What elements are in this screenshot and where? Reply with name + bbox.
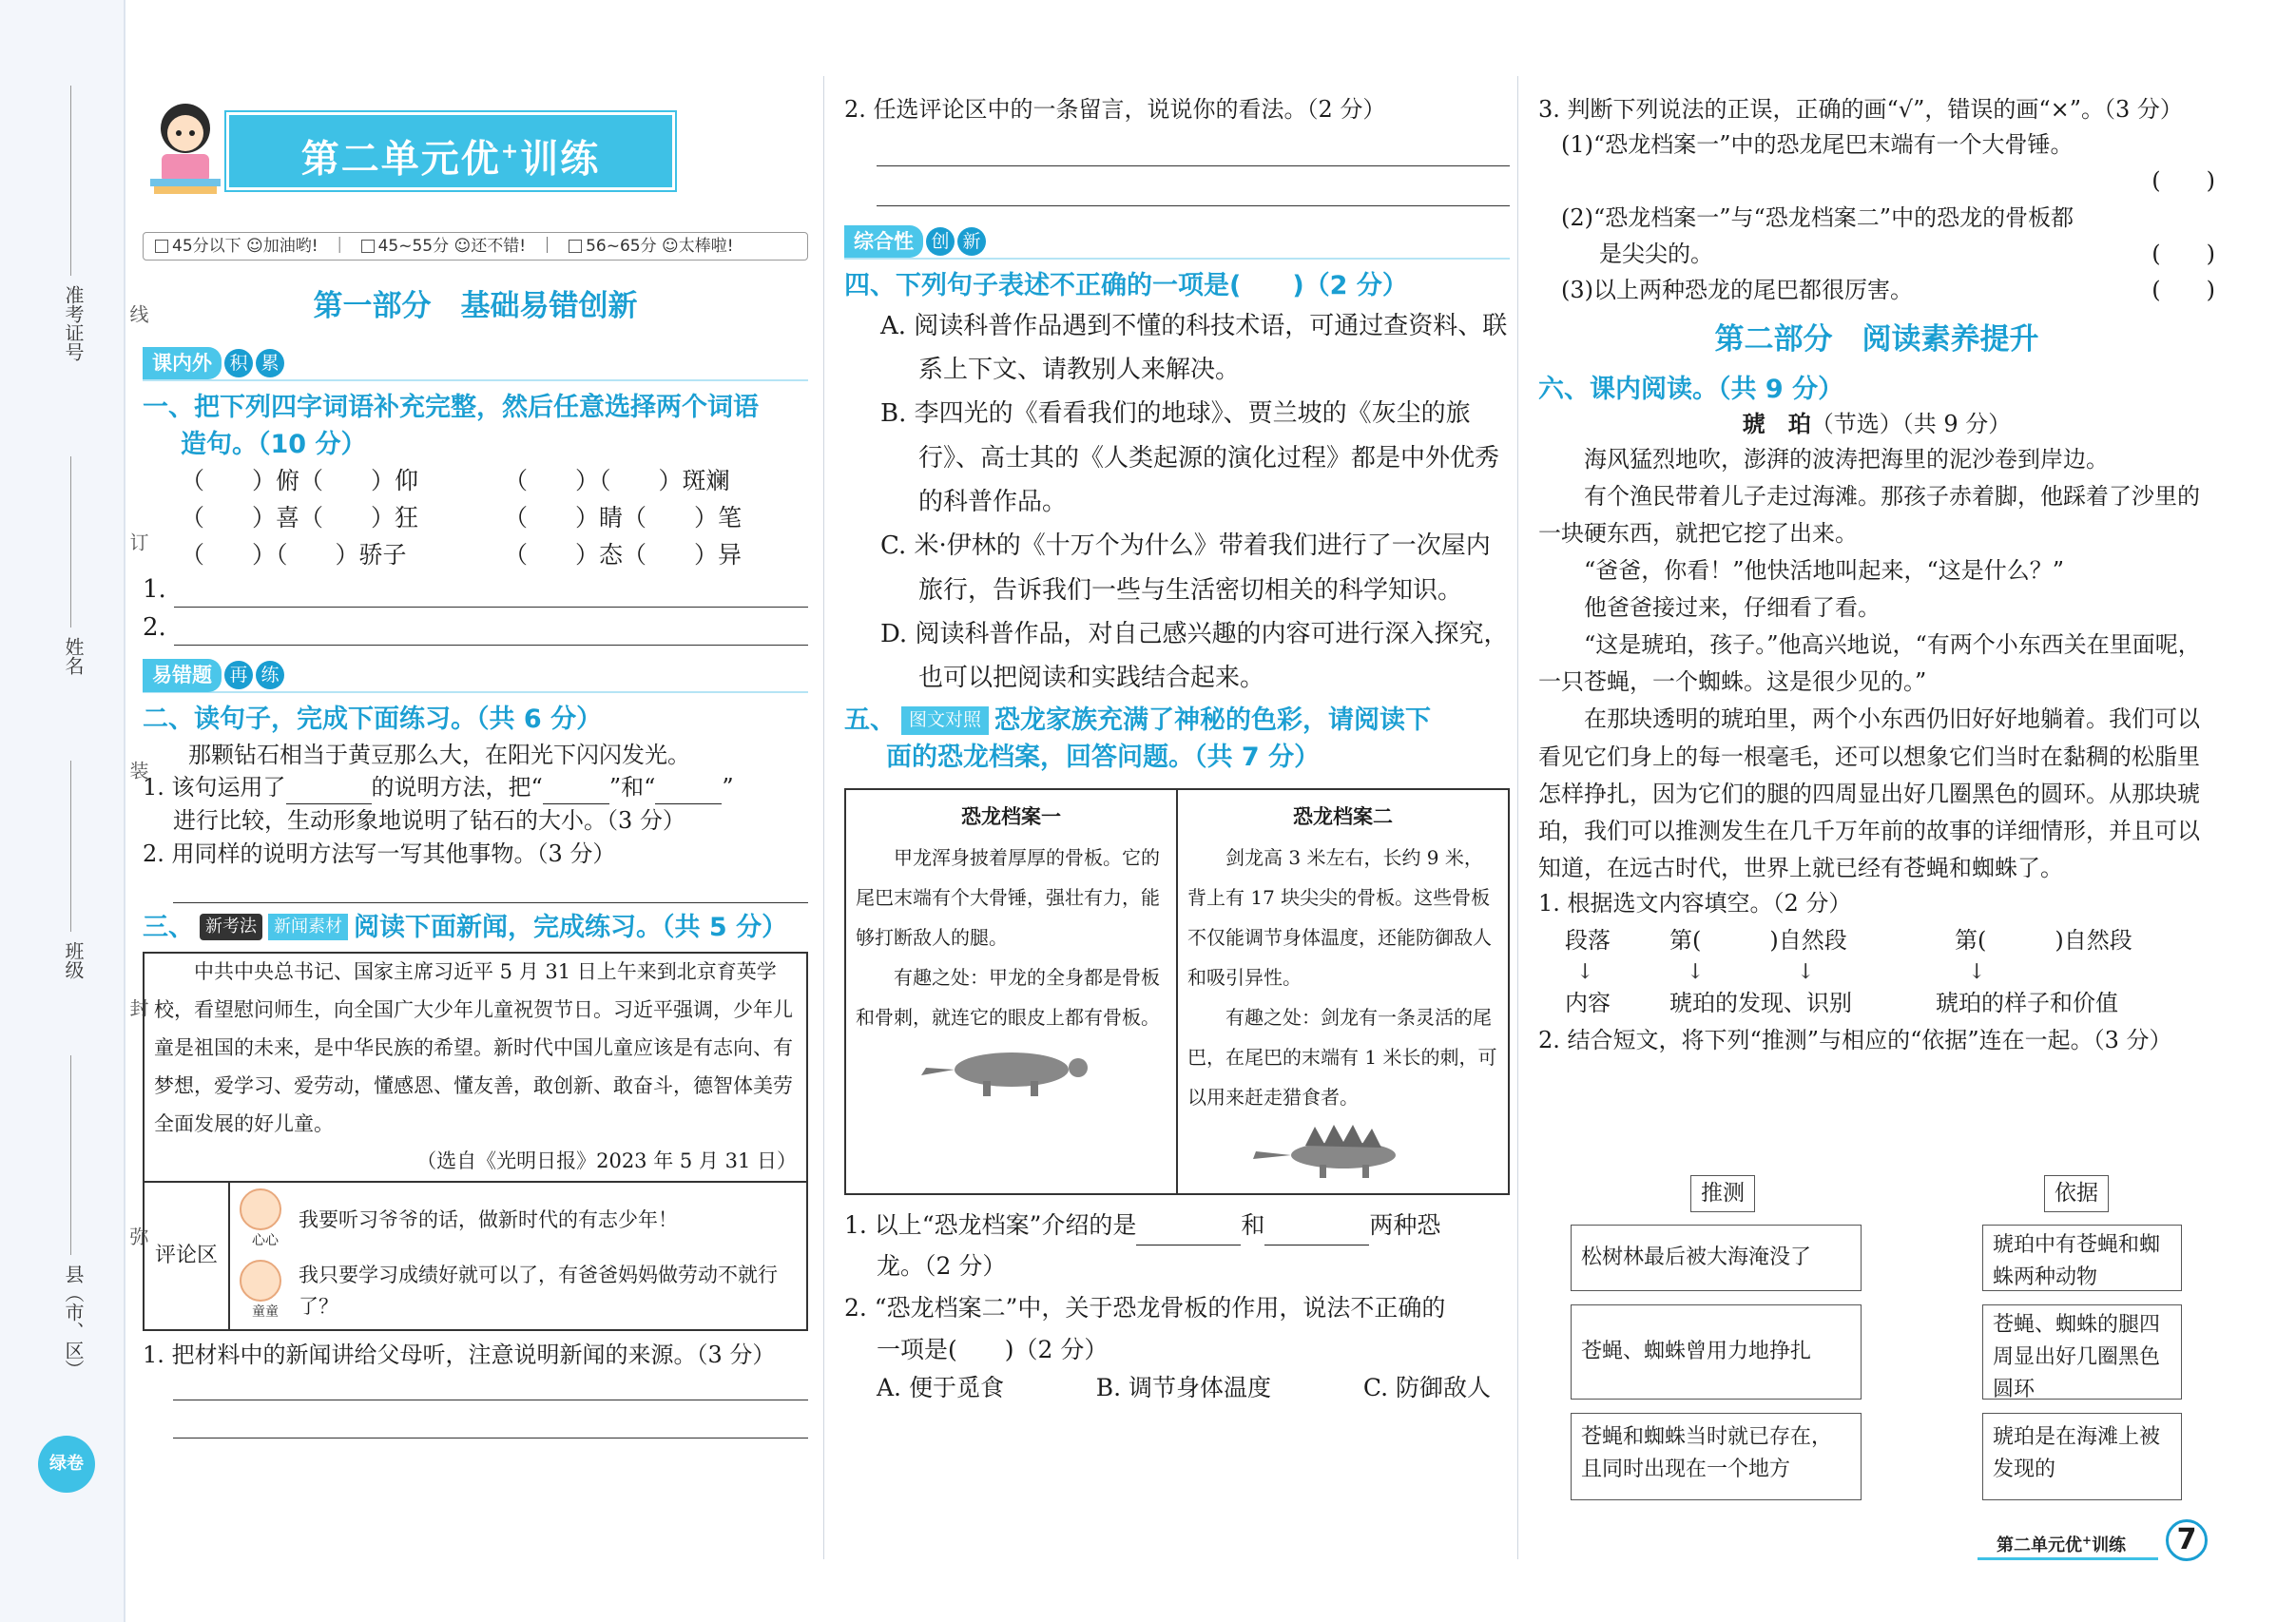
judge-paren[interactable]: ( ) xyxy=(2151,277,2215,304)
infer-box-2[interactable]: 苍蝇、蜘蛛曾用力地挣扎 xyxy=(1571,1304,1862,1400)
dino-file-2: 恐龙档案二 剑龙高 3 米左右，长约 9 米，背上有 17 块尖尖的骨板。这些骨板不仅能调节身体温度，还能防御敌人和吸引异性。 有趣之处：剑龙有一条灵活的尾巴，在尾巴的末端有 1 米长的刺，可以用来赶走猎食者。 xyxy=(1176,790,1508,1193)
judge-items: (1)“恐龙档案一”中的恐龙尾巴末端有一个大骨锤。 ( ) (2)“恐龙档案一”与“恐龙档案二”中的恐龙的骨板都 是尖尖的。 ( ) (3)以上两种恐龙的尾巴都很厉害。 ( ) xyxy=(1538,126,2215,309)
girl-reading-mascot-icon xyxy=(143,95,228,200)
class-line xyxy=(70,761,71,932)
label-class: 班级 xyxy=(62,941,85,979)
column-divider-2 xyxy=(1517,76,1518,1559)
q2-sub1-cont: 进行比较，生动形象地说明了钻石的大小。（3 分） xyxy=(173,807,685,835)
infer-header: 推测 xyxy=(1690,1175,1755,1212)
unit-title: 第二单元优+训练 xyxy=(226,112,675,190)
content-row: 内容 琥珀的发现、识别 琥珀的样子和价值 xyxy=(1565,990,2118,1017)
score-option-1[interactable]: 45分以下 ☺加油哟! xyxy=(155,235,318,259)
binding-margin xyxy=(0,0,125,1622)
evidence-box-1[interactable]: 琥珀中有苍蝇和蜘蛛两种动物 xyxy=(1982,1225,2182,1291)
judge-paren[interactable]: ( ) xyxy=(2151,240,2215,267)
q4-option-a[interactable]: A. 阅读科普作品遇到不懂的科技术语，可通过查资料、联系上下文、请教别人来解决。 xyxy=(880,311,1508,385)
tick-xian: 线 xyxy=(126,304,149,323)
dino-file-1: 恐龙档案一 甲龙浑身披着厚厚的骨板。它的尾巴末端有个大骨锤，强壮有力，能够打断敌人的腿。 有趣之处：甲龙的全身都是骨板和骨刺，就连它的眼皮上都有骨板。 xyxy=(846,790,1176,1193)
blank-paragraph-2[interactable]: 第( )自然段 xyxy=(1955,926,2132,954)
boy-avatar-icon xyxy=(240,1260,281,1302)
comment-1: 心心 我要听习爷爷的话，做新时代的有志少年！ xyxy=(240,1188,797,1251)
arrow-row: ↓ ↓ ↓ ↓ xyxy=(1576,959,1986,984)
checkbox-icon xyxy=(155,240,168,253)
q6-sub1: 1. 根据选文内容填空。（2 分） xyxy=(1538,889,1852,917)
score-option-3[interactable]: 56~65分 ☺太棒啦! xyxy=(569,235,733,259)
tick-mi: 弥 xyxy=(126,1226,149,1245)
dinosaur-files-table xyxy=(844,788,1510,1195)
answer-line[interactable] xyxy=(173,1372,808,1400)
q1-word-grid: （ ）俯（ ）仰 （ ）（ ）斑斓 （ ）喜（ ）狂 （ ）睛（ ）笔 （ ）（ ）骄子 （ ）态（ ）异 xyxy=(181,467,743,569)
q1-heading: 一、把下列四字词语补充完整，然后任意选择两个词语 造句。（10 分） xyxy=(143,392,759,460)
blank-paragraph-1[interactable]: 第( )自然段 xyxy=(1669,926,1847,954)
answer-line[interactable] xyxy=(877,126,1510,166)
stegosaurus-icon xyxy=(1248,1121,1438,1178)
brand-logo: 绿卷 xyxy=(38,1436,95,1493)
part2-title: 第二部分 阅读素养提升 xyxy=(1714,321,2039,357)
q5-sub1: 1. 以上“恐龙档案”介绍的是 和 两种恐 龙。（2 分） xyxy=(844,1210,1441,1281)
county-line xyxy=(70,1055,71,1255)
evidence-header: 依据 xyxy=(2044,1175,2109,1212)
q1-sentence-2[interactable]: 2. xyxy=(143,608,808,646)
q4-option-b[interactable]: B. 李四光的《看看我们的地球》、贾兰坡的《灰尘的旅行》、高士其的《人类起源的演化过程》都是中外优秀的科普作品。 xyxy=(880,399,1500,516)
q5-sub3-heading: 3. 判断下列说法的正误，正确的画“√”，错误的画“×”。（3 分） xyxy=(1538,96,2183,123)
q4-options xyxy=(844,304,1510,700)
footer-underline xyxy=(1978,1557,2158,1560)
column-divider-1 xyxy=(823,76,824,1559)
banner-accumulate: 课内外 积 累 xyxy=(143,347,808,381)
evidence-box-2[interactable]: 苍蝇、蜘蛛的腿四周显出好几圈黑色圆环 xyxy=(1982,1304,2182,1400)
footer-unit-label: 第二单元优+训练 xyxy=(1997,1534,2127,1555)
q5-heading: 五、 图文对照 恐龙家族充满了神秘的色彩，请阅读下 xyxy=(844,705,1432,736)
banner-error-practice: 易错题 再 练 xyxy=(143,659,808,693)
q3-heading: 三、 新考法 新闻素材 阅读下面新闻，完成练习。（共 5 分） xyxy=(143,912,788,942)
column-1 xyxy=(143,285,808,1439)
judge-item-2: (2)“恐龙档案一”与“恐龙档案二”中的恐龙的骨板都 xyxy=(1561,203,2074,231)
q5-heading-cont: 面的恐龙档案，回答问题。（共 7 分） xyxy=(886,743,1321,773)
part1-title: 第一部分 基础易错创新 xyxy=(313,289,638,323)
tick-feng: 封 xyxy=(126,998,149,1017)
tick-zhuang: 装 xyxy=(126,761,149,780)
q2-heading: 二、读句子，完成下面练习。（共 6 分） xyxy=(143,705,603,735)
name-line xyxy=(70,456,71,628)
score-rating-bar: 45分以下 ☺加油哟! ｜ 45~55分 ☺还不错! ｜ 56~65分 ☺太棒啦! xyxy=(143,232,808,261)
option-c[interactable]: C. 防御敌人 xyxy=(1362,1373,1491,1401)
reading-passage: 海风猛烈地吹，澎湃的波涛把海里的泥沙卷到岸边。 有个渔民带着儿子走过海滩。那孩子赤着脚，他踩着了沙里的一块硬东西，就把它挖了出来。 “爸爸，你看！”他快活地叫起来，“这是什么？” 他爸爸接过来，仔细看了看。 “这是琥珀，孩子。”他高兴地说，“有两个小东西关在里面呢，一只苍蝇，一个蜘蛛。这是很少见的。” 在那块透明的琥珀里，两个小东西仍旧好好地躺着。我们可以看见它们身上的每一根毫毛，还可以想象它们当时在黏稠的松脂里怎样挣扎，因为它们的腿的四周显出好几圈黑色的圆环。从那块琥珀，我们可以推测发生在几千万年前的故事的详细情形，并且可以知道，在远古时代，世界上就已经有苍蝇和蜘蛛了。 xyxy=(1538,445,2201,881)
judge-item-1: (1)“恐龙档案一”中的恐龙尾巴末端有一个大骨锤。 xyxy=(1561,130,2074,158)
exam-number-line xyxy=(70,86,71,276)
option-b[interactable]: B. 调节身体温度 xyxy=(1095,1373,1272,1401)
q4-heading: 四、下列句子表述不正确的一项是( )（2 分） xyxy=(844,270,1408,300)
q4-option-d[interactable]: D. 阅读科普作品，对自己感兴趣的内容可进行深入探究，也可以把阅读和实践结合起来。 xyxy=(880,619,1509,693)
q4-option-c[interactable]: C. 米·伊林的《十万个为什么》带着我们进行了一次屋内旅行，告诉我们一些与生活密切相关的科学知识。 xyxy=(880,531,1491,605)
answer-line[interactable] xyxy=(173,871,808,903)
news-box xyxy=(143,952,808,1331)
comment-2: 童童 我只要学习成绩好就可以了，有爸爸妈妈做劳动不就行了？ xyxy=(240,1260,797,1323)
label-county: 县（市、区） xyxy=(62,1265,85,1379)
q1-sentence-1[interactable]: 1. xyxy=(143,573,808,608)
judge-paren[interactable]: ( ) xyxy=(2151,167,2215,195)
reading-title: 琥 珀（节选）（共 9 分） xyxy=(1742,409,2012,437)
q2-sub2: 2. 用同样的说明方法写一写其他事物。（3 分） xyxy=(143,840,616,867)
score-option-2[interactable]: 45~55分 ☺还不错! xyxy=(361,235,526,259)
label-exam-number: 准考证号 xyxy=(62,285,85,361)
q6-heading: 六、课内阅读。（共 9 分） xyxy=(1538,374,1844,404)
comment-area: 评论区 心心 我要听习爷爷的话，做新时代的有志少年！ 童童 我只要学习成绩好就可以了，有爸爸妈妈做劳动不就行了？ xyxy=(145,1181,806,1329)
judge-item-3: (3)以上两种恐龙的尾巴都很厉害。 xyxy=(1561,277,1913,304)
infer-box-3[interactable]: 苍蝇和蜘蛛当时就已存在，且同时出现在一个地方 xyxy=(1571,1413,1862,1500)
label-name: 姓名 xyxy=(62,637,85,675)
q3-sub2: 2. 任选评论区中的一条留言，说说你的看法。（2 分） xyxy=(844,96,1386,123)
infer-box-1[interactable]: 松树林最后被大海淹没了 xyxy=(1571,1225,1862,1291)
page-number: 7 xyxy=(2166,1519,2208,1561)
evidence-box-3[interactable]: 琥珀是在海滩上被发现的 xyxy=(1982,1413,2182,1500)
news-source: （选自《光明日报》2023 年 5 月 31 日） xyxy=(416,1149,797,1173)
checkbox-icon xyxy=(361,240,375,253)
q3-sub1: 1. 把材料中的新闻讲给父母听，注意说明新闻的来源。（3 分） xyxy=(143,1341,776,1368)
answer-line[interactable] xyxy=(173,1400,808,1439)
column-3 xyxy=(1538,93,2215,1057)
option-a[interactable]: A. 便于觅食 xyxy=(877,1373,1004,1401)
q2-sentence: 那颗钻石相当于黄豆那么大，在阳光下闪闪发光。 xyxy=(188,741,690,768)
q2-sub1: 1. 该句运用了 的说明方法，把“ ”和“ ” xyxy=(143,771,808,804)
banner-comprehensive: 综合性 创 新 xyxy=(844,225,1510,260)
ankylosaurus-icon xyxy=(916,1041,1107,1098)
checkbox-icon xyxy=(569,240,582,253)
q5-sub2-options xyxy=(844,1371,1510,1405)
column-2 xyxy=(844,93,1510,1405)
girl-avatar-icon xyxy=(240,1188,281,1230)
q6-sub2: 2. 结合短文，将下列“推测”与相应的“依据”连在一起。（3 分） xyxy=(1538,1027,2172,1054)
paragraph-table-row: 段落 第( )自然段 第( )自然段 xyxy=(1538,924,2215,957)
answer-line[interactable] xyxy=(877,166,1510,206)
news-text: 中共中央总书记、国家主席习近平 5 月 31 日上午来到北京育英学校，看望慰问师生，向全国广大少年儿童祝贺节日。习近平强调，少年儿童是祖国的未来，是中华民族的希望。新时代中国儿童应该是有志向、有梦想，爱学习、爱劳动，懂感恩、懂友善，敢创新、敢奋斗，德智体美劳全面发展的好儿童。 xyxy=(154,959,793,1135)
tick-ding: 订 xyxy=(126,532,149,551)
q5-sub2: 2. “恐龙档案二”中，关于恐龙骨板的作用，说法不正确的 一项是( )（2 分） xyxy=(844,1294,1446,1363)
